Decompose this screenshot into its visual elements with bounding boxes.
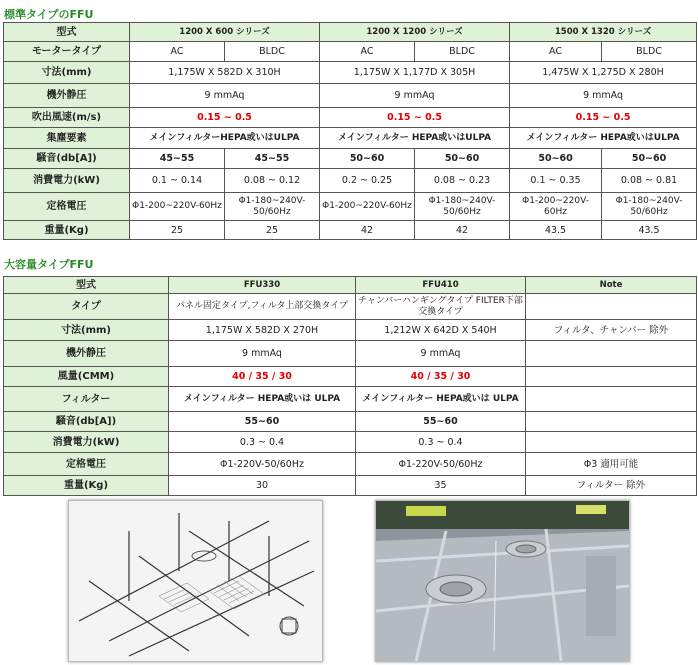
cell: 0.1 ~ 0.14 (130, 169, 225, 193)
col-note: Note (526, 277, 697, 294)
cell: 35 (356, 476, 526, 496)
series-1200x600: 1200 X 600 シリーズ (130, 23, 320, 42)
cell: Φ1-220V-50/60Hz (169, 453, 356, 476)
section-title-large: 大容量タイプFFU (4, 258, 94, 271)
row-label-weight: 重量(Kg) (4, 476, 169, 496)
cell: 1,175W X 1,177D X 305H (320, 62, 510, 84)
cell: 0.15 ~ 0.5 (320, 108, 510, 128)
col-ffu410: FFU410 (356, 277, 526, 294)
cell: 40 / 35 / 30 (169, 367, 356, 387)
section-title-standard: 標準タイプのFFU (4, 8, 94, 21)
cell (526, 294, 697, 320)
cell: BLDC (415, 42, 510, 62)
cell: メインフィルターHEPA或いはULPA (130, 128, 320, 149)
cell: 0.2 ~ 0.25 (320, 169, 415, 193)
cell (526, 412, 697, 432)
row-label-power: 消費電力(kW) (4, 169, 130, 193)
cell (526, 387, 697, 412)
row-label-type: タイプ (4, 294, 169, 320)
cell: Φ1-200~220V-60Hz (320, 193, 415, 221)
model-label: 型式 (4, 277, 169, 294)
row-label-weight: 重量(Kg) (4, 221, 130, 240)
standard-ffu-table (3, 22, 697, 240)
cell: メインフィルター HEPA或いはULPA (320, 128, 510, 149)
cell: フィルター 除外 (526, 476, 697, 496)
cell: 55~60 (356, 412, 526, 432)
row-label-motor: モータータイプ (4, 42, 130, 62)
col-ffu330: FFU330 (169, 277, 356, 294)
row-label-static-pressure: 機外静圧 (4, 341, 169, 367)
row-label-power: 消費電力(kW) (4, 432, 169, 453)
row-label-size: 寸法(mm) (4, 320, 169, 341)
row-label-dust: 集塵要素 (4, 128, 130, 149)
cell: 9 mmAq (510, 84, 697, 108)
cell: AC (320, 42, 415, 62)
cell: Φ1-200~220V-60Hz (130, 193, 225, 221)
cell: パネル固定タイプ,フィルタ上部交換タイプ (169, 294, 356, 320)
cell (526, 367, 697, 387)
cell: 0.3 ~ 0.4 (169, 432, 356, 453)
cell (526, 432, 697, 453)
cell: 25 (225, 221, 320, 240)
cell: 1,475W X 1,275D X 280H (510, 62, 697, 84)
cell: Φ1-220V-50/60Hz (356, 453, 526, 476)
row-label-noise: 騒音(db[A]) (4, 149, 130, 169)
model-label: 型式 (4, 23, 130, 42)
cell: Φ3 適用可能 (526, 453, 697, 476)
cell: AC (130, 42, 225, 62)
ffu-installation-photo (375, 500, 630, 662)
row-label-static-pressure: 機外静圧 (4, 84, 130, 108)
cell: 9 mmAq (130, 84, 320, 108)
cell: 9 mmAq (169, 341, 356, 367)
series-1500x1320: 1500 X 1320 シリーズ (510, 23, 697, 42)
cell: フィルタ、チャンバー 除外 (526, 320, 697, 341)
cell: 0.15 ~ 0.5 (510, 108, 697, 128)
cell: Φ1-200~220V-60Hz (510, 193, 602, 221)
large-ffu-table (3, 276, 697, 496)
cell: 25 (130, 221, 225, 240)
series-1200x1200: 1200 X 1200 シリーズ (320, 23, 510, 42)
cell: 42 (415, 221, 510, 240)
row-label-noise: 騒音(db[A]) (4, 412, 169, 432)
cell: 50~60 (320, 149, 415, 169)
cell: 50~60 (415, 149, 510, 169)
row-label-voltage: 定格電圧 (4, 193, 130, 221)
cell: 1,175W X 582D X 270H (169, 320, 356, 341)
cell: Φ1-180~240V-50/60Hz (602, 193, 697, 221)
cell: 1,175W X 582D X 310H (130, 62, 320, 84)
installation-photo-svg (376, 501, 629, 661)
cell: AC (510, 42, 602, 62)
cell: 0.08 ~ 0.81 (602, 169, 697, 193)
cell: メインフィルター HEPA或いは ULPA (169, 387, 356, 412)
cell: BLDC (225, 42, 320, 62)
cell: 0.08 ~ 0.23 (415, 169, 510, 193)
cell: 43.5 (510, 221, 602, 240)
cell: 1,212W X 642D X 540H (356, 320, 526, 341)
cell: メインフィルター HEPA或いはULPA (510, 128, 697, 149)
row-label-size: 寸法(mm) (4, 62, 130, 84)
cell: 45~55 (225, 149, 320, 169)
cell: チャンバーハンギングタイプ FILTER下部交換タイプ (356, 294, 526, 320)
cell: 42 (320, 221, 415, 240)
cell: 9 mmAq (356, 341, 526, 367)
cell: 40 / 35 / 30 (356, 367, 526, 387)
row-label-filter: フィルター (4, 387, 169, 412)
cell: 9 mmAq (320, 84, 510, 108)
cell: Φ1-180~240V-50/60Hz (225, 193, 320, 221)
row-label-airflow: 風量(CMM) (4, 367, 169, 387)
cell: 50~60 (602, 149, 697, 169)
ceiling-grid-drawing-image (68, 500, 323, 662)
cell: 0.3 ~ 0.4 (356, 432, 526, 453)
cell: 50~60 (510, 149, 602, 169)
cell: 0.08 ~ 0.12 (225, 169, 320, 193)
cell: Φ1-180~240V-50/60Hz (415, 193, 510, 221)
cell: 0.1 ~ 0.35 (510, 169, 602, 193)
cell: 43.5 (602, 221, 697, 240)
cell: 55~60 (169, 412, 356, 432)
cell (526, 341, 697, 367)
grid-drawing-svg (69, 501, 322, 661)
row-label-voltage: 定格電圧 (4, 453, 169, 476)
cell: BLDC (602, 42, 697, 62)
cell: 45~55 (130, 149, 225, 169)
cell: 30 (169, 476, 356, 496)
cell: メインフィルター HEPA或いは ULPA (356, 387, 526, 412)
row-label-airspeed: 吹出風速(m/s) (4, 108, 130, 128)
cell: 0.15 ~ 0.5 (130, 108, 320, 128)
